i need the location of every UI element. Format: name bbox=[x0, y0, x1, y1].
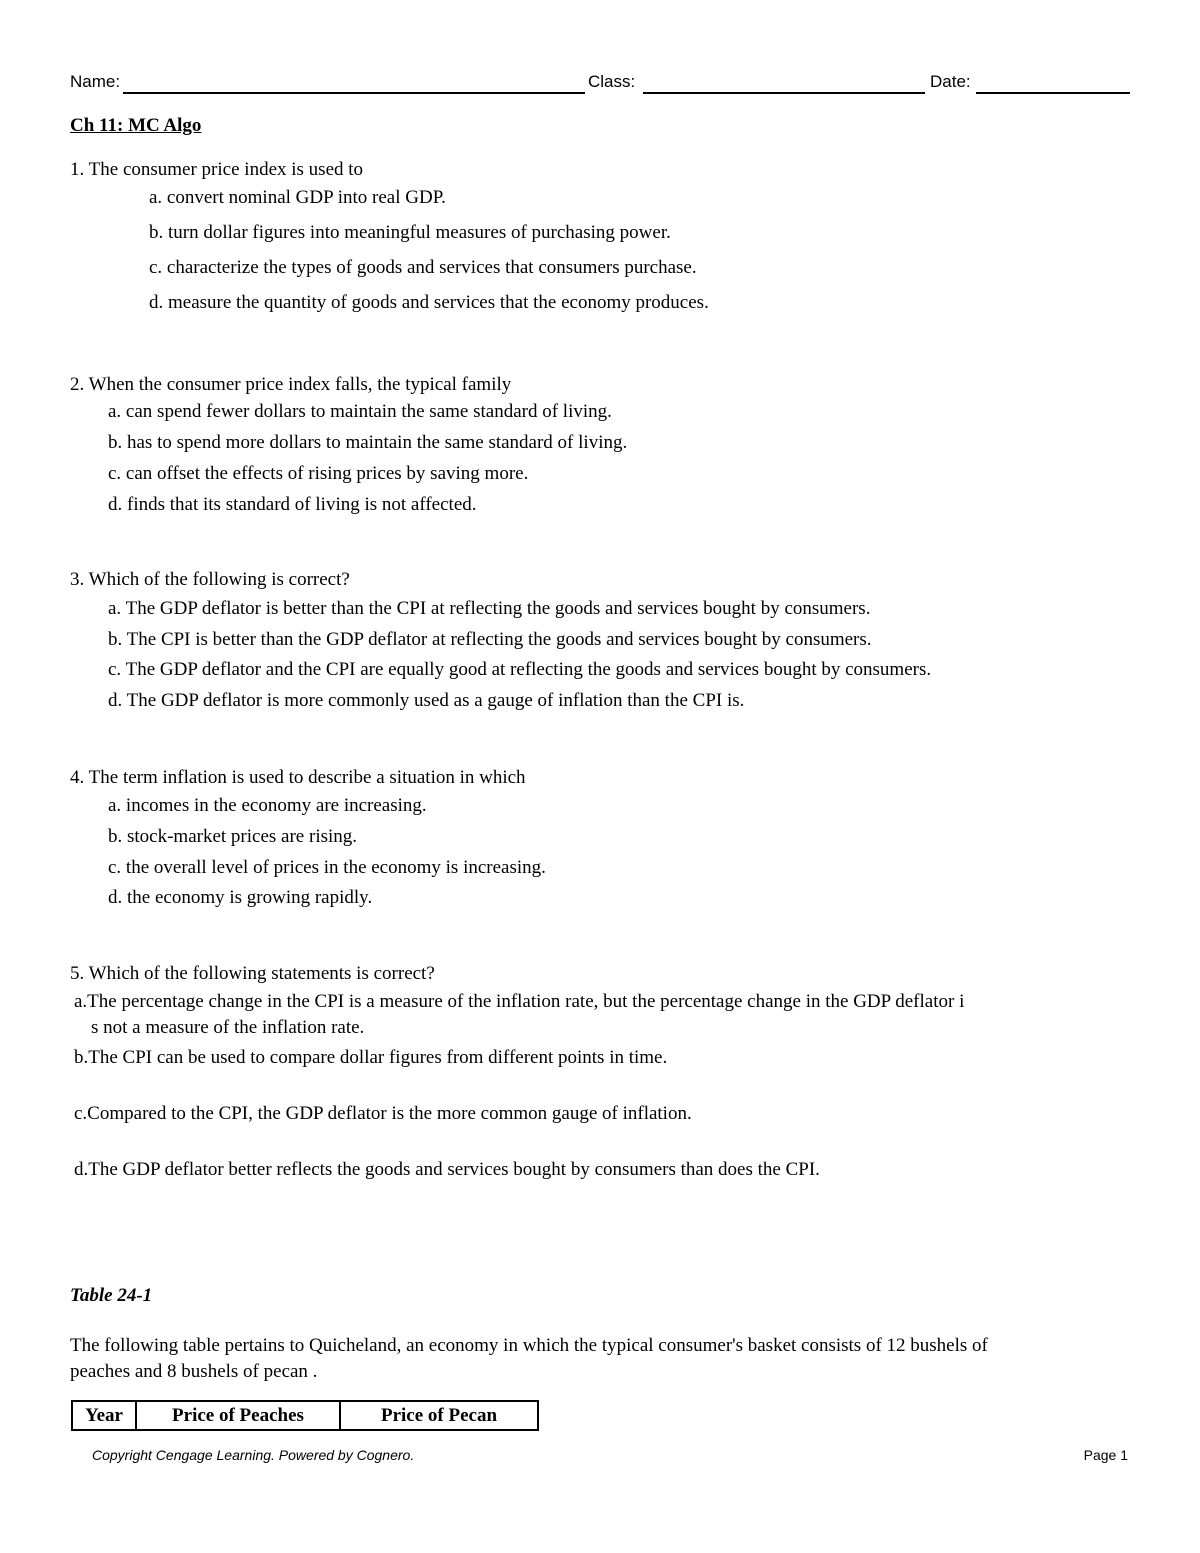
question-4-option-c: c. the overall level of prices in the economy is increasing. bbox=[108, 857, 546, 878]
question-1-option-b: b. turn dollar figures into meaningful measures of purchasing power. bbox=[149, 222, 671, 243]
column-header-year: Year bbox=[72, 1401, 136, 1430]
copyright-notice: Copyright Cengage Learning. Powered by Cognero. bbox=[92, 1447, 415, 1463]
class-field[interactable] bbox=[643, 92, 925, 94]
question-5-option-d: d.The GDP deflator better reflects the goods and services bought by consumers than does the CPI. bbox=[74, 1159, 820, 1180]
name-field[interactable] bbox=[123, 92, 585, 94]
question-4-option-b: b. stock-market prices are rising. bbox=[108, 826, 358, 847]
header-fields bbox=[70, 72, 1130, 98]
column-header-price-of-pecan: Price of Pecan bbox=[340, 1401, 538, 1430]
column-header-price-of-peaches: Price of Peaches bbox=[136, 1401, 340, 1430]
question-1-option-a: a. convert nominal GDP into real GDP. bbox=[149, 187, 446, 208]
question-5-option-b: b.The CPI can be used to compare dollar figures from different points in time. bbox=[74, 1047, 668, 1068]
question-3-option-d: d. The GDP deflator is more commonly used as a gauge of inflation than the CPI is. bbox=[108, 690, 745, 711]
question-1-option-d: d. measure the quantity of goods and services that the economy produces. bbox=[149, 292, 709, 313]
table-header-row bbox=[72, 1401, 538, 1430]
question-3-option-b: b. The CPI is better than the GDP deflator at reflecting the goods and services bought by consumers. bbox=[108, 629, 872, 650]
date-field[interactable] bbox=[976, 92, 1130, 94]
question-5-option-c: c.Compared to the CPI, the GDP deflator is the more common gauge of inflation. bbox=[74, 1103, 692, 1124]
name-label: Name: bbox=[70, 72, 121, 91]
chapter-title: Ch 11: MC Algo bbox=[70, 115, 202, 136]
question-5-option-a: a.The percentage change in the CPI is a measure of the inflation rate, but the percentage change in the GDP deflator i bbox=[74, 991, 965, 1012]
question-1-option-c: c. characterize the types of goods and services that consumers purchase. bbox=[149, 257, 697, 278]
price-table bbox=[71, 1400, 539, 1431]
table-description-line-1: The following table pertains to Quicheland, an economy in which the typical consumer's basket consists of 12 bushels of bbox=[70, 1335, 988, 1356]
question-2-option-c: c. can offset the effects of rising prices by saving more. bbox=[108, 463, 529, 484]
question-3-stem: 3. Which of the following is correct? bbox=[70, 569, 350, 590]
question-3-option-c: c. The GDP deflator and the CPI are equally good at reflecting the goods and services bought by consumers. bbox=[108, 659, 932, 680]
question-2-option-b: b. has to spend more dollars to maintain the same standard of living. bbox=[108, 432, 628, 453]
question-4-option-a: a. incomes in the economy are increasing. bbox=[108, 795, 427, 816]
question-2-option-a: a. can spend fewer dollars to maintain the same standard of living. bbox=[108, 401, 612, 422]
question-4-option-d: d. the economy is growing rapidly. bbox=[108, 887, 373, 908]
date-label: Date: bbox=[930, 72, 971, 91]
class-label: Class: bbox=[588, 72, 636, 91]
question-4-stem: 4. The term inflation is used to describe a situation in which bbox=[70, 767, 526, 788]
question-2-option-d: d. finds that its standard of living is not affected. bbox=[108, 494, 477, 515]
table-description-line-2: peaches and 8 bushels of pecan . bbox=[70, 1361, 318, 1382]
question-5-option-a-continued: s not a measure of the inflation rate. bbox=[91, 1017, 365, 1038]
question-3-option-a: a. The GDP deflator is better than the CPI at reflecting the goods and services bought by consumers. bbox=[108, 598, 871, 619]
table-title: Table 24-1 bbox=[70, 1285, 153, 1306]
question-5-stem: 5. Which of the following statements is correct? bbox=[70, 963, 435, 984]
question-1-stem: 1. The consumer price index is used to bbox=[70, 159, 364, 180]
question-2-stem: 2. When the consumer price index falls, the typical family bbox=[70, 374, 512, 395]
page-number: Page 1 bbox=[1083, 1447, 1128, 1463]
